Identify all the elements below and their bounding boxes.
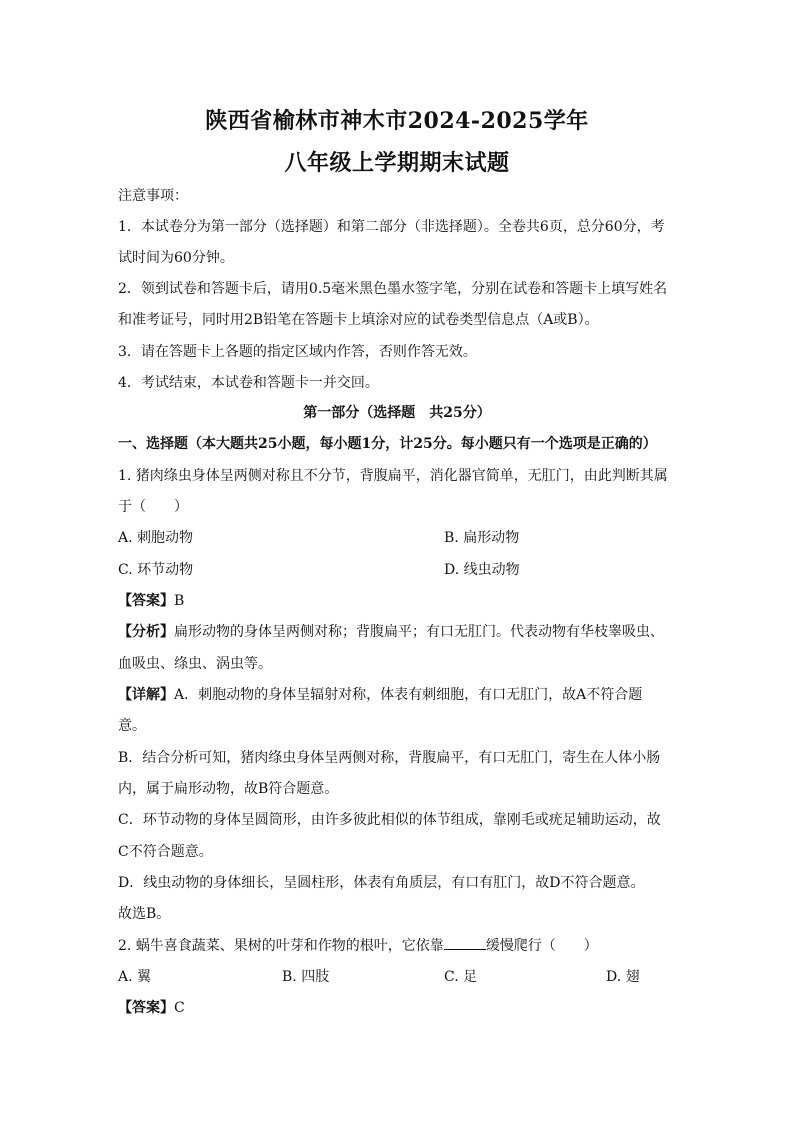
- q2-stem-after: 缓慢爬行（ ）: [485, 938, 598, 954]
- notice-item: 试时间为60分钟。: [118, 250, 234, 266]
- q1-analysis-cont: 血吸虫、绦虫、涡虫等。: [118, 656, 272, 672]
- notice-item: 和准考证号，同时用2B铅笔在答题卡上填涂对应的试卷类型信息点（A或B）。: [118, 312, 599, 328]
- q1-detail-line: C．环节动物的身体呈圆筒形，由许多彼此相似的体节组成，靠刚毛或疣足辅助运动，故: [118, 812, 661, 828]
- answer-tag: 【答案】: [118, 593, 174, 609]
- q2-answer: [118, 998, 185, 1018]
- answer-value: C: [174, 1000, 185, 1016]
- q2-option-c: C. 足: [444, 969, 478, 985]
- q1-option-a: A. 刺胞动物: [118, 530, 194, 546]
- q1-analysis: [118, 622, 664, 642]
- exam-title-line2: 八年级上学期期末试题: [284, 150, 510, 176]
- q1-detail-line: 意。: [118, 718, 146, 734]
- detail-tag: 【详解】: [118, 687, 174, 703]
- q2-option-b: B. 四肢: [282, 969, 330, 985]
- section-heading: 一、选择题（本大题共25小题，每小题1分，计25分。每小题只有一个选项是正确的）: [118, 436, 657, 452]
- answer-value: B: [174, 593, 185, 609]
- part1-heading: 第一部分（选择题 共25分）: [303, 405, 491, 421]
- q1-answer: [118, 591, 184, 611]
- notice-item: 4．考试结束，本试卷和答题卡一并交回。: [118, 375, 379, 391]
- q1-detail-line: B．结合分析可知，猪肉绦虫身体呈两侧对称，背腹扁平，有口无肛门，寄生在人体小肠: [118, 750, 661, 766]
- q1-detail: [118, 685, 642, 705]
- notice-item: 3．请在答题卡上各题的指定区域内作答，否则作答无效。: [118, 344, 477, 360]
- q1-detail-line: 内，属于扁形动物，故B符合题意。: [118, 781, 339, 797]
- q1-option-d: D. 线虫动物: [444, 562, 520, 578]
- q2-stem-before: 2. 蜗牛喜食蔬菜、果树的叶芽和作物的根叶，它依靠: [118, 938, 444, 954]
- q1-conclusion: 故选B。: [118, 906, 171, 922]
- analysis-text: 扁形动物的身体呈两侧对称；背腹扁平；有口无肛门。代表动物有华枝睾吸虫、: [174, 624, 664, 640]
- notice-item: 1．本试卷分为第一部分（选择题）和第二部分（非选择题）。全卷共6页，总分60分，考: [118, 219, 665, 235]
- notice-item: 2．领到试卷和答题卡后，请用0.5毫米黑色墨水签字笔，分别在试卷和答题卡上填写姓名: [118, 281, 668, 297]
- q1-option-b: B. 扁形动物: [444, 530, 520, 546]
- detail-text: A．刺胞动物的身体呈辐射对称，体表有刺细胞，有口无肛门，故A不符合题: [174, 687, 643, 703]
- answer-tag: 【答案】: [118, 1000, 174, 1016]
- answer-blank: [444, 935, 486, 950]
- q1-option-c: C. 环节动物: [118, 562, 194, 578]
- q2-option-a: A. 翼: [118, 969, 152, 985]
- exam-title-line1: 陕西省榆林市神木市2024-2025学年: [205, 108, 589, 134]
- q2-option-d: D. 翅: [606, 969, 640, 985]
- question-1-stem: 1. 猪肉绦虫身体呈两侧对称且不分节，背腹扁平，消化器官简单，无肛门，由此判断其属: [118, 468, 668, 484]
- q1-detail-line: C不符合题意。: [118, 844, 213, 860]
- notice-heading: 注意事项：: [118, 188, 188, 204]
- question-1-stem-cont: 于（ ）: [118, 499, 188, 515]
- q1-detail-line: D．线虫动物的身体细长，呈圆柱形，体表有角质层，有口有肛门，故D不符合题意。: [118, 875, 645, 891]
- question-2-stem: [118, 935, 598, 956]
- analysis-tag: 【分析】: [118, 624, 174, 640]
